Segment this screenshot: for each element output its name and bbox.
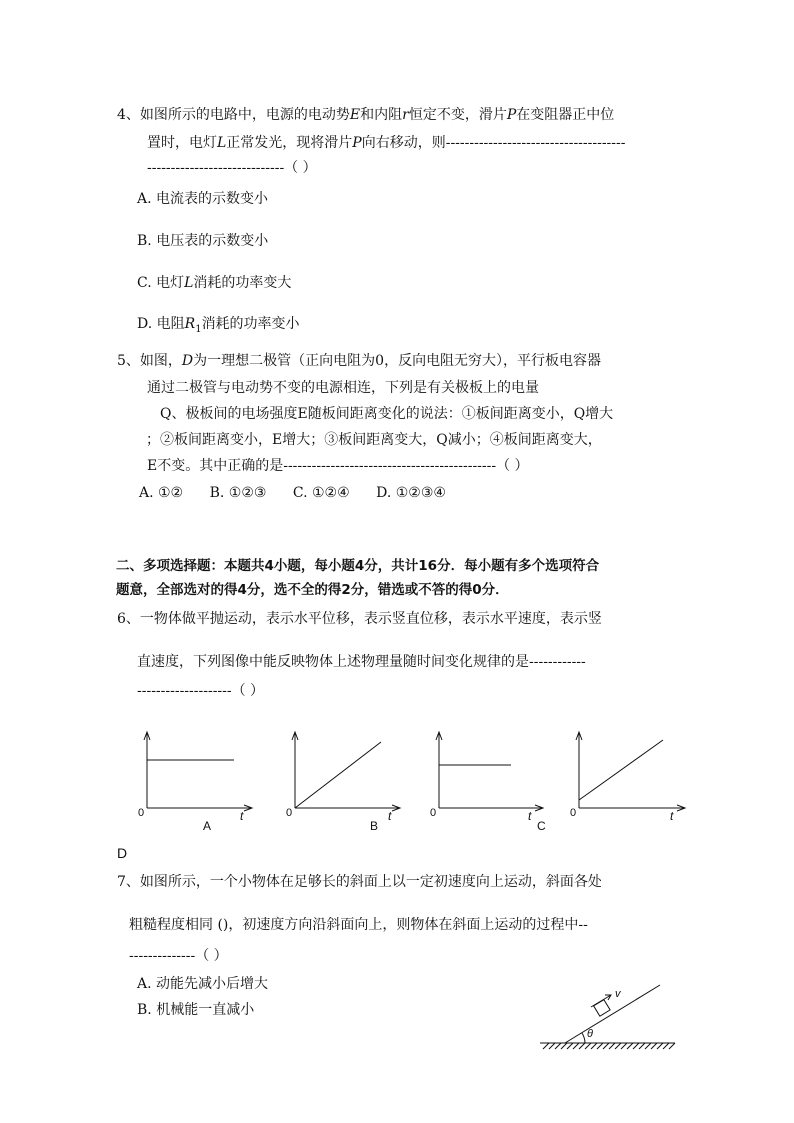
graph-b-diagonal-line [295,742,381,808]
svg-text:C: C [537,819,546,833]
q6-graph-c [430,732,546,833]
q5-line-2: 通过二极管与电动势不变的电源相连，下列是有关极板上的电量 [147,380,539,396]
q5-option-c: C. ①②④ [292,485,350,501]
svg-text:A: A [203,819,212,833]
q5-line-1: 5、如图，D为一理想二极管（正向电阻为0，反向电阻无穷大），平行板电容器 [117,353,602,369]
q4-option-d: D. 电阻$R_1$消耗的功率变小 [137,316,300,335]
q6-graph-d [570,732,685,823]
q6-graph-d-label: D [117,845,128,861]
svg-text:0: 0 [138,807,145,819]
q6-graph-a [138,732,252,833]
section-heading-line-2: 题意，全部选对的得4分，选不全的得2分，错选或不答的得0分． [116,582,509,598]
q4-option-a: A. 电流表的示数变小 [137,191,269,207]
ground-hatch [543,1043,675,1049]
q7-option-a: A. 动能先减小后增大 [137,976,269,992]
svg-text:t: t [388,809,392,823]
svg-text:t: t [240,809,244,823]
svg-text:0: 0 [570,807,577,819]
q4-option-b: B. 电压表的示数变小 [137,233,269,249]
q7-line-1: 7、如图所示，一个小物体在足够长的斜面上以一定初速度向上运动，斜面各处 [117,874,602,890]
block [594,1000,610,1016]
graph-d-diagonal-line [579,740,663,800]
angle-arc [582,1033,585,1043]
svg-text:t: t [528,809,532,823]
svg-text:0: 0 [286,807,293,819]
q6-line-2: 直速度，下列图像中能反映物体上述物理量随时间变化规律的是------------ [137,654,586,670]
q5-option-a: A. ①② [139,485,184,501]
q6-line-3: --------------------（ ） [137,683,265,699]
incline-line [565,985,660,1043]
q5-line-3: Q、极板间的电场强度E随板间距离变化的说法：①板间距离变小，Q增大 [160,406,614,422]
velocity-arrow [591,995,611,1007]
section-heading-line-1: 二、多项选择题：本题共4小题，每小题4分，共计16分．每小题有多个选项符合 [116,558,600,574]
q4-option-c: C. 电灯L消耗的功率变大 [137,275,292,291]
svg-text:B: B [370,819,379,833]
svg-text:θ: θ [587,1028,593,1040]
q5-option-b: B. ①②③ [209,485,267,501]
q5-option-d: D. ①②③④ [376,485,446,501]
q4-line-2: 置时，电灯L正常发光，现将滑片P向右移动，则-------------------------------------- [147,135,626,151]
q7-line-3: --------------（ ） [129,948,228,964]
q7-incline-figure [535,975,685,1055]
q7-line-2: 粗糙程度相同 ()，初速度方向沿斜面向上，则物体在斜面上运动的过程中-- [129,917,588,933]
q6-graph-b [286,732,400,833]
q5-line-4: ；②板间距离变小，E增大；③板间距离变大，Q减小；④板间距离变大， [146,432,602,448]
q7-option-b: B. 机械能一直减小 [137,1002,255,1018]
q5-options [139,483,468,503]
svg-text:v: v [615,988,621,1000]
svg-text:t: t [670,809,674,823]
q6-line-1: 6、一物体做平抛运动，表示水平位移，表示竖直位移，表示水平速度，表示竖 [117,611,602,627]
q4-line-1: 4、如图所示的电路中，电源的电动势E和内阻r恒定不变，滑片P在变阻器正中位 [117,107,615,123]
q5-line-5: E不变。其中正确的是---------------------------------------------（ ） [147,458,529,474]
q4-line-3: -----------------------------（ ） [147,160,317,176]
svg-text:0: 0 [430,807,437,819]
